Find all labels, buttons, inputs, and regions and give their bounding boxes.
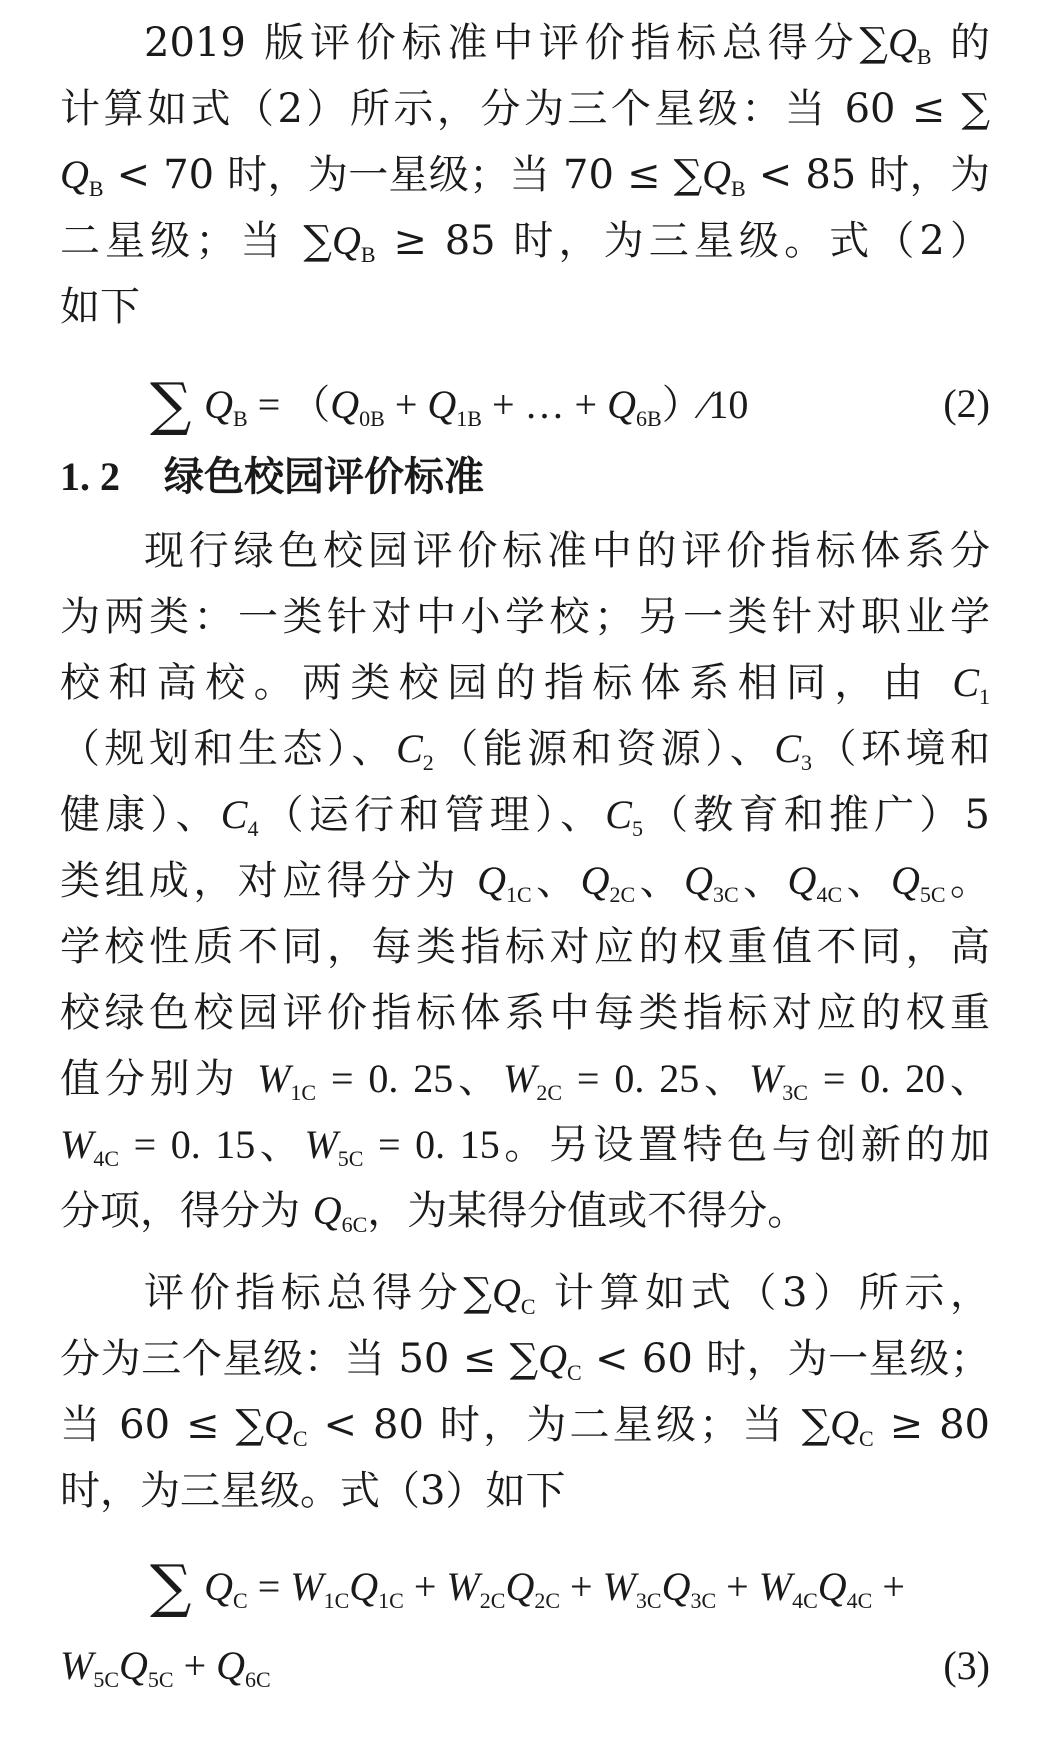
math-sub: 3C <box>782 1080 808 1105</box>
math-sub: 4C <box>792 1588 818 1613</box>
math-sub: 3C <box>690 1588 717 1613</box>
math-sub: 5 <box>631 816 643 841</box>
separator: 、 <box>635 858 685 904</box>
math-var: Q <box>349 1564 379 1609</box>
para3-text: 分为三个星级：当 50 ≤ <box>60 1336 510 1382</box>
math-var: C <box>952 660 980 705</box>
para2-text: 值分别为 <box>60 1056 258 1102</box>
math-sub: 4C <box>816 882 843 907</box>
math-sub: 1C <box>290 1080 317 1105</box>
sum-symbol: ∑ <box>859 20 888 66</box>
sum-symbol: ∑ <box>961 86 990 132</box>
para3-text: 时，为三星级。式（3）如下 <box>60 1468 566 1514</box>
sum-symbol: ∑ <box>235 1402 265 1448</box>
math-var: Q <box>60 152 89 197</box>
math-op: + <box>560 1564 603 1609</box>
math-var: Q <box>477 858 507 903</box>
math-sub: 3C <box>712 882 739 907</box>
para3-line2 <box>60 1324 990 1394</box>
math-op: ）∕10 <box>661 382 749 427</box>
para1-text: 二星级；当 <box>60 218 304 264</box>
math-var: Q <box>702 152 732 197</box>
math-var: W <box>257 1056 291 1101</box>
math-op: + <box>716 1564 759 1609</box>
sum-symbol: ∑ <box>303 218 332 264</box>
math-var: W <box>60 1122 94 1167</box>
math-sub: 3C <box>635 1588 662 1613</box>
math-sub: B <box>916 44 932 69</box>
equation-3-line2 <box>60 1626 271 1706</box>
math-sub: C <box>233 1588 248 1613</box>
para2-line11 <box>60 1176 990 1246</box>
math-op: + <box>872 1564 905 1609</box>
sum-symbol: ∑ <box>463 1270 492 1316</box>
para3-text: ≥ 80 <box>873 1402 991 1448</box>
math-var: C <box>396 726 423 771</box>
math-var: Q <box>312 1188 342 1233</box>
para2-text: （规划和生态）、 <box>60 726 397 772</box>
weight-value: = 0. 25、 <box>316 1056 504 1101</box>
weight-value: = 0. 15。另设置特色与创新的加 <box>363 1122 991 1167</box>
separator: 、 <box>842 858 892 904</box>
para1-line3 <box>60 140 990 210</box>
equation-3-line1 <box>150 1546 905 1626</box>
section-title: 绿色校园评价标准 <box>164 454 484 500</box>
math-sub: 2C <box>536 1080 563 1105</box>
para3-text: 评价指标总得分 <box>144 1270 464 1316</box>
math-var: W <box>446 1564 480 1609</box>
math-sub: C <box>567 1360 582 1385</box>
para2-text: 为两类：一类针对中小学校；另一类针对职业学 <box>60 594 990 640</box>
math-var: Q <box>331 218 361 263</box>
sum-symbol: ∑ <box>150 1552 192 1620</box>
math-op: = <box>247 1564 291 1609</box>
para2-text: 现行绿色校园评价标准中的评价指标体系分 <box>144 528 990 574</box>
para3-text: < 80 时，为二星级；当 <box>307 1402 802 1448</box>
para2-line1 <box>60 516 990 586</box>
equation-number: (2) <box>943 381 990 426</box>
math-sub: 2C <box>534 1588 561 1613</box>
para2-line9 <box>60 1044 990 1114</box>
para1-line2 <box>60 74 990 144</box>
para2-text: 学校性质不同，每类指标对应的权重值不同，高 <box>60 924 990 970</box>
para3-line3 <box>60 1390 990 1460</box>
math-sub: 1B <box>456 406 482 431</box>
math-sub: 5C <box>147 1667 174 1692</box>
para1-line1 <box>60 8 990 78</box>
section-heading <box>60 442 484 512</box>
separator: 、 <box>738 858 788 904</box>
math-var: Q <box>891 858 920 903</box>
math-var: C <box>220 792 248 837</box>
para2-line2 <box>60 582 990 652</box>
math-var: Q <box>491 1270 521 1315</box>
equation-2 <box>150 364 748 444</box>
sum-symbol: ∑ <box>673 152 703 198</box>
para2-line7 <box>60 912 990 982</box>
weight-value: = 0. 20、 <box>807 1056 991 1101</box>
weight-value: = 0. 25、 <box>562 1056 749 1101</box>
math-sub: B <box>360 242 376 267</box>
math-op: + <box>403 1564 447 1609</box>
equation-number: (3) <box>943 1643 990 1688</box>
math-op: = （ <box>247 382 331 427</box>
math-sub: 4C <box>846 1588 873 1613</box>
math-sub: 6C <box>245 1667 271 1692</box>
math-var: W <box>304 1122 338 1167</box>
para1-line4 <box>60 206 990 276</box>
math-sub: 4 <box>247 816 259 841</box>
math-sub: 1 <box>979 684 991 709</box>
math-var: Q <box>830 1402 860 1447</box>
para2-text: （教育和推广）5 <box>642 792 991 838</box>
para2-text: （环境和 <box>812 726 991 772</box>
math-sub: 1C <box>506 882 532 907</box>
math-sub: C <box>520 1294 536 1319</box>
math-sub: 3 <box>801 750 812 775</box>
math-sub: B <box>233 406 248 431</box>
math-op: + <box>173 1643 217 1688</box>
para2-line3 <box>60 648 990 718</box>
math-var: W <box>758 1564 793 1609</box>
sum-symbol: ∑ <box>801 1402 831 1448</box>
math-sub: B <box>88 176 104 201</box>
para1-text: < 70 时，为一星级；当 70 ≤ <box>103 152 674 198</box>
math-var: Q <box>330 382 360 427</box>
math-op: + <box>384 382 428 427</box>
para1-line5 <box>60 272 990 342</box>
math-op: + … + <box>481 382 608 427</box>
para1-text: < 85 时，为 <box>745 152 990 198</box>
math-var: W <box>60 1643 94 1688</box>
math-sub: 2C <box>479 1588 506 1613</box>
section-number: 1. 2 <box>60 454 120 499</box>
math-var: Q <box>204 382 234 427</box>
sum-symbol: ∑ <box>509 1336 539 1382</box>
math-var: W <box>503 1056 537 1101</box>
para1-text: 如下 <box>60 284 140 330</box>
separator: 、 <box>531 858 581 904</box>
math-var: Q <box>684 858 713 903</box>
math-var: Q <box>427 382 457 427</box>
math-var: Q <box>607 382 636 427</box>
math-var: C <box>774 726 801 771</box>
math-sub: 5C <box>93 1667 120 1692</box>
para2-text: 类组成，对应得分为 <box>60 858 478 904</box>
math-var: Q <box>817 1564 847 1609</box>
math-sub: 1C <box>378 1588 404 1613</box>
math-var: W <box>602 1564 636 1609</box>
math-var: W <box>748 1056 783 1101</box>
math-var: Q <box>538 1336 568 1381</box>
para1-text: 2019 版评价标准中评价指标总得分 <box>144 20 860 66</box>
math-sub: 6C <box>341 1212 368 1237</box>
para1-text: 的 <box>950 20 991 66</box>
math-var: Q <box>216 1643 246 1688</box>
period: 。 <box>945 858 991 904</box>
para2-text: （运行和管理）、 <box>258 792 606 838</box>
para2-line8 <box>60 978 990 1048</box>
math-sub: B <box>731 176 746 201</box>
math-sub: 0B <box>359 406 385 431</box>
math-var: Q <box>887 20 917 65</box>
para3-text: < 60 时，为一星级； <box>581 1336 990 1382</box>
para2-line5 <box>60 780 990 850</box>
math-sub: 2 <box>422 750 434 775</box>
para2-text: 校绿色校园评价指标体系中每类指标对应的权重 <box>60 990 990 1036</box>
para2-text: 健康）、 <box>60 792 221 838</box>
para2-line4 <box>60 714 990 784</box>
math-var: Q <box>264 1402 293 1447</box>
para3-text: 当 60 ≤ <box>60 1402 236 1448</box>
para2-text: 分项，得分为 <box>60 1188 313 1234</box>
math-sub: 4C <box>93 1146 120 1171</box>
math-sub: 5C <box>337 1146 364 1171</box>
para2-line10 <box>60 1110 990 1180</box>
weight-value: = 0. 15、 <box>119 1122 305 1167</box>
math-var: Q <box>787 858 817 903</box>
math-var: Q <box>505 1564 535 1609</box>
math-sub: 2C <box>609 882 636 907</box>
para1-text: ≥ 85 时，为三星级。式（2） <box>375 218 990 264</box>
para3-line1 <box>60 1258 990 1328</box>
math-var: Q <box>119 1643 148 1688</box>
para3-text: 计算如式（3）所示， <box>535 1270 990 1316</box>
para2-text: （能源和资源）、 <box>433 726 775 772</box>
para2-text: 校和高校。两类校园的指标体系相同，由 <box>60 660 932 706</box>
sum-symbol: ∑ <box>150 370 192 438</box>
para3-line4 <box>60 1456 990 1526</box>
para2-line6 <box>60 846 990 916</box>
math-var: Q <box>204 1564 234 1609</box>
math-sub: 1C <box>323 1588 350 1613</box>
math-sub: 6B <box>636 406 662 431</box>
math-var: Q <box>661 1564 691 1609</box>
para2-text: ，为某得分值或不得分。 <box>367 1188 808 1234</box>
math-var: W <box>290 1564 324 1609</box>
para1-text: 计算如式（2）所示，分为三个星级：当 60 ≤ <box>60 86 962 132</box>
math-var: C <box>605 792 632 837</box>
math-sub: C <box>292 1426 308 1451</box>
math-sub: C <box>859 1426 874 1451</box>
math-var: Q <box>580 858 610 903</box>
math-sub: 5C <box>919 882 946 907</box>
